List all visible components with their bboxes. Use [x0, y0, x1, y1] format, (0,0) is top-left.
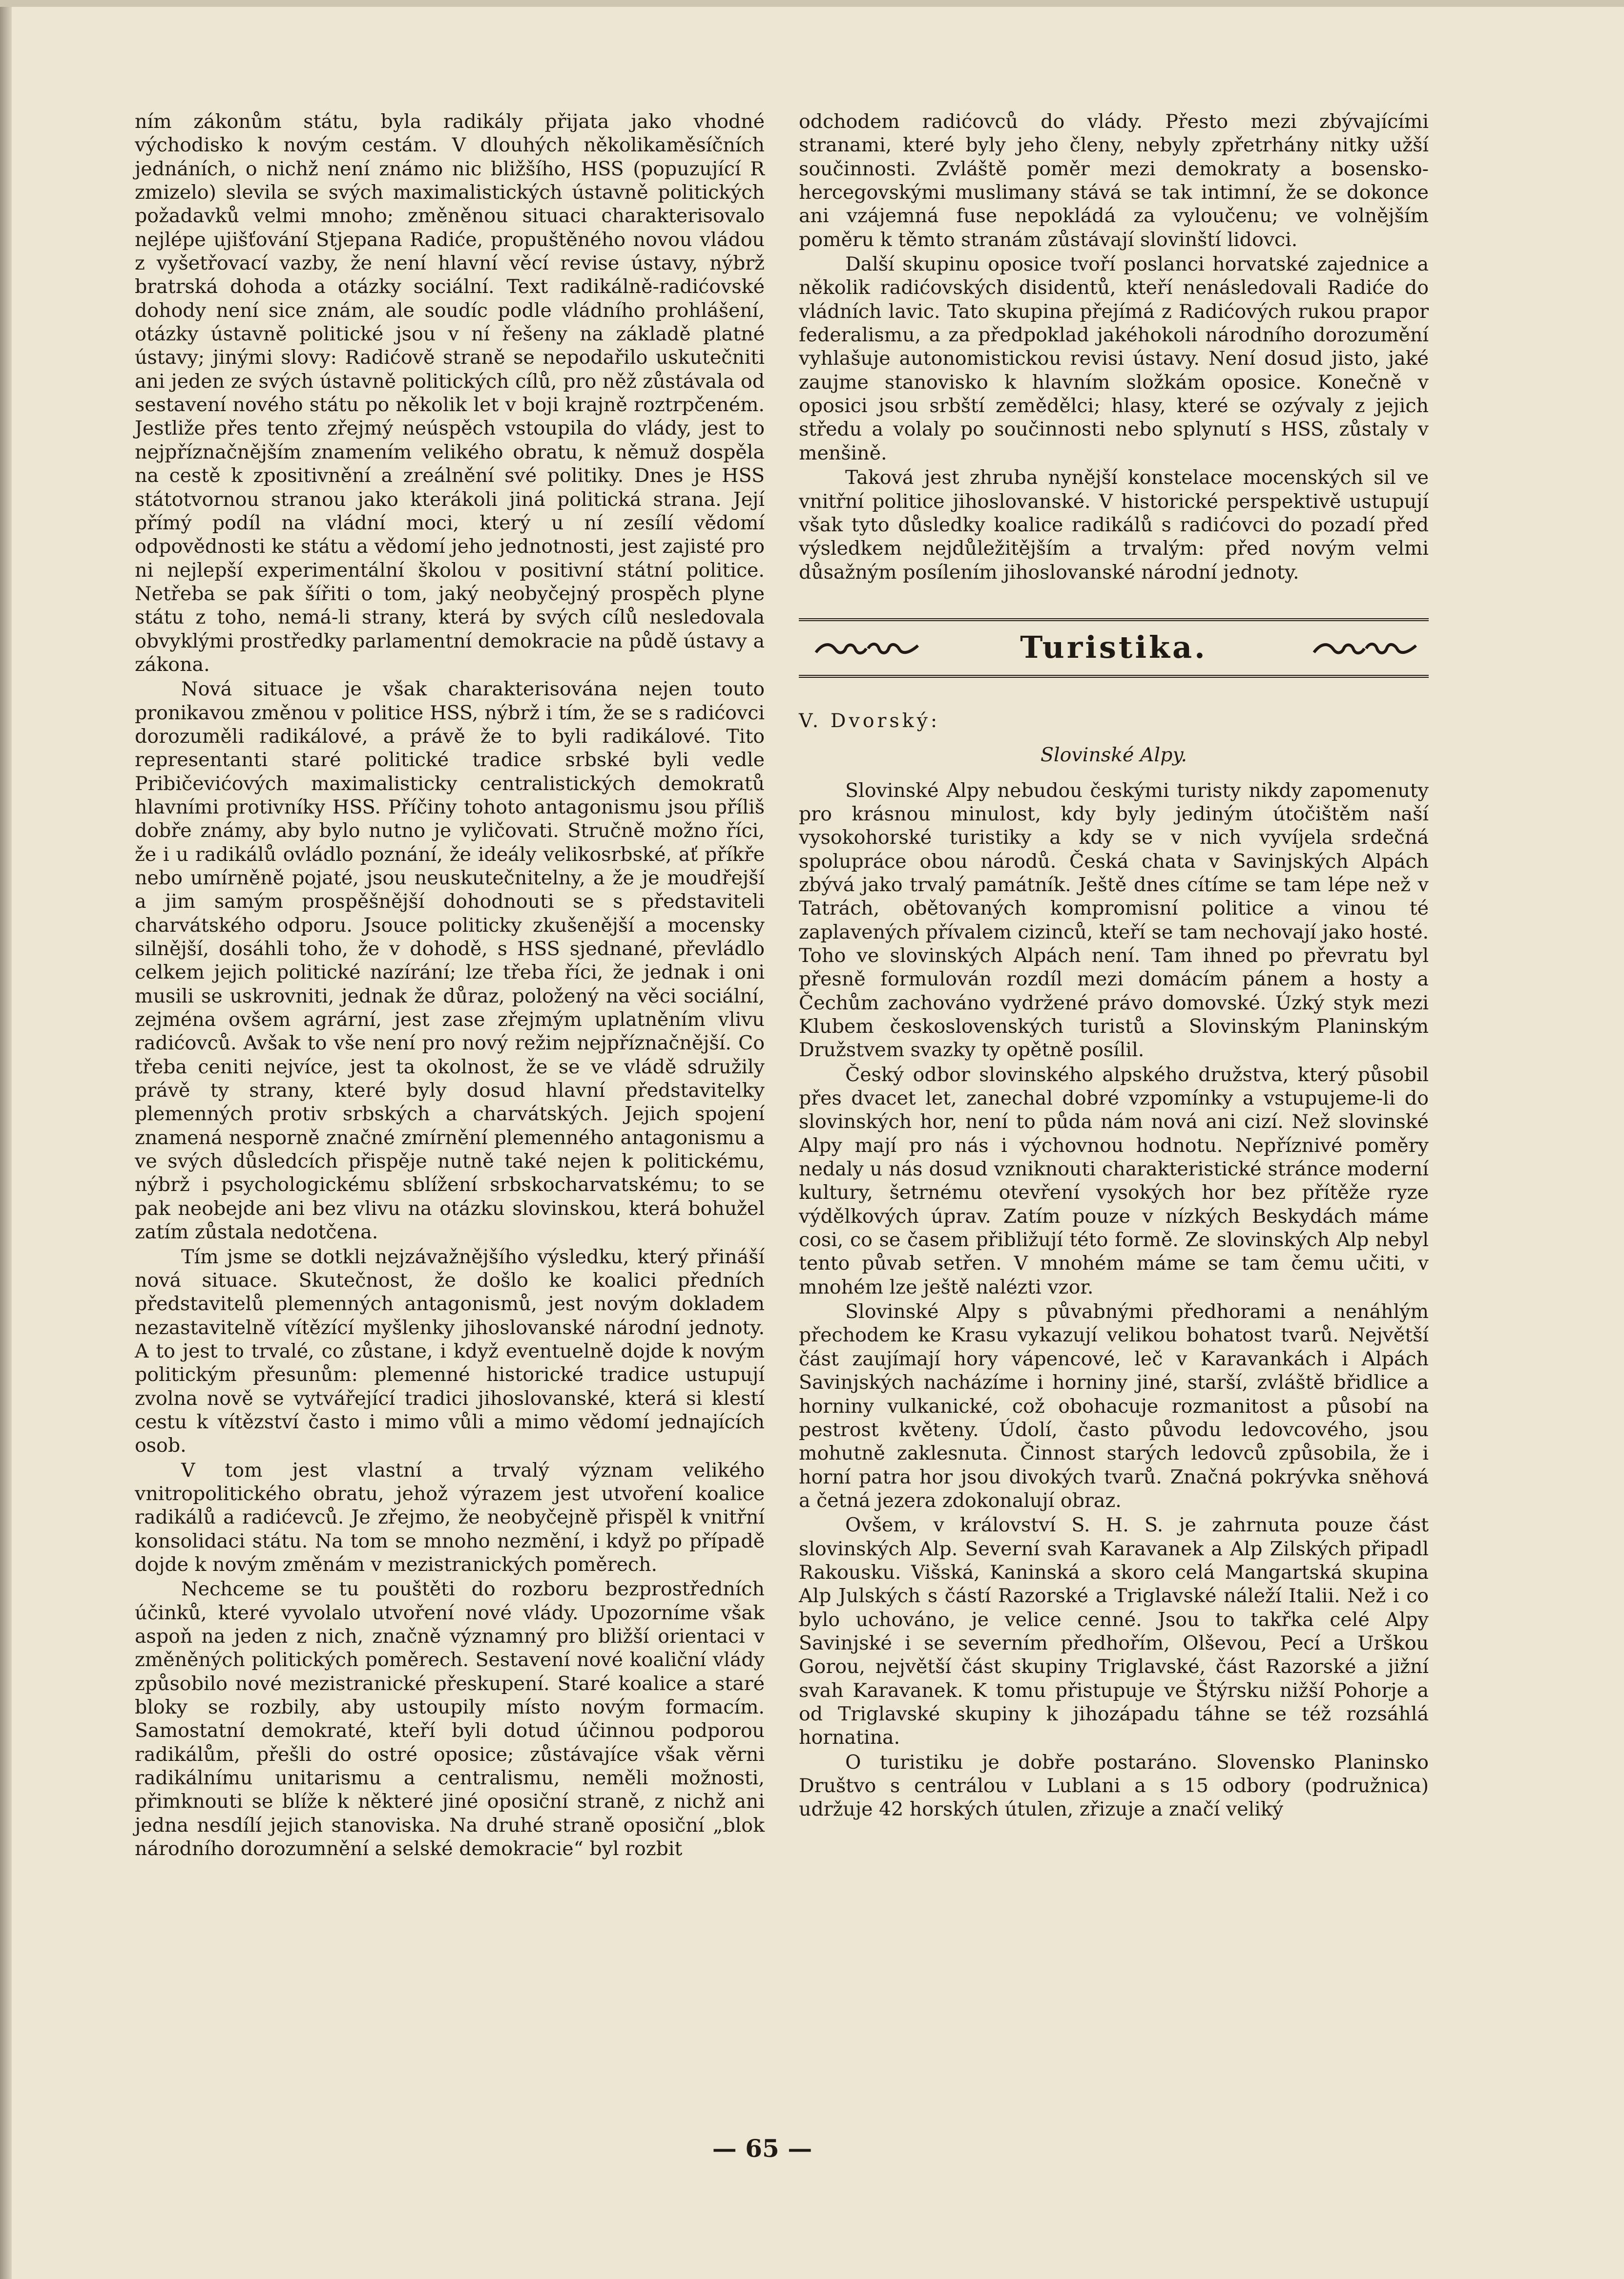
paragraph: ním zákonům státu, byla radikály přijata jako vhodné východisko k novým cestám. V dlouhých několikaměsíčních jednáních, o nichž není známo nic bližšího, HSS (popuzující R zmizelo) slevila se svých maximalistických ústavně politických požadavků velmi mnoho; změněnou situaci charakterisovalo nejlépe ujišťování Stjepana Radiće, propuštěného novou vládou z vyšetřovací vazby, že není hlavní věcí revise ústavy, nýbrž bratrská dohoda a otázky sociální. Text radikálně-radićovské dohody není sice znám, ale soudíc podle vládního prohlášení, otázky ústavně politické jsou v ní řešeny na základě platné ústavy; jinými slovy: Radićově straně se nepodařilo uskutečniti ani jeden ze svých ústavně politických cílů, pro něž zůstávala od sestavení nového státu po několik let v boji krajně roztrpčeném. Jestliže přes tento zřejmý neúspěch vstoupila do vlády, jest to nejpříznačnějším znamením velikého obratu, k němuž dospěla na cestě k zpositivnění a zreálnění své politiky. Dnes je HSS státotvornou stranou jako kterákoli jiná politická strana. Její přímý podíl na vládní moci, který u ní zesílí vědomí odpovědnosti ke státu a vědomí jeho jednotnosti, jest zajisté pro ni nejlepší experimentální školou v positivní státní politice. Netřeba se pak šířiti o tom, jaký neobyčejný prospěch plyne státu z toho, nemá-li strany, která by svých cílů nesledovala obvyklými prostředky parlamentní demokracie na půdě ústavy a zákona.: [135, 110, 765, 676]
paragraph: Taková jest zhruba nynější konstelace mocenských sil ve vnitřní politice jihoslovanské. V historické perspektivě ustupují však tyto důsledky koalice radikálů s radićovci do pozadí před výsledkem nejdůležitějším a trvalým: před novým velmi důsažným posílením jihoslovanské národní jednoty.: [799, 466, 1429, 584]
article-author: V. Dvorský:: [799, 709, 940, 732]
paragraph: O turistiku je dobře postaráno. Slovensko Planinsko Društvo s centrálou v Lublani a s 15 odbory (podružnica) udržuje 42 horských útulen, zřizuje a značí veliký: [799, 1751, 1429, 1821]
paragraph: Ovšem, v království S. H. S. je zahrnuta pouze část slovinských Alp. Severní svah Karavanek a Alp Zilských připadl Rakousku. Višská, Kaninská a skoro celá Mangartská skupina Alp Julských s částí Razorské a Triglavské náleží Italii. Než i co bylo uchováno, je velice cenné. Jsou to takřka celé Alpy Savinjské i se severním předhořím, Olševou, Pecí a Urškou Gorou, největší část skupiny Triglavské, část Razorské a jižní svah Karavanek. K tomu přistupuje ve Štýrsku nižší Pohorje a od Triglavské skupiny k jihozápadu táhne se též rozsáhlá hornatina.: [799, 1514, 1429, 1749]
paragraph: Další skupinu oposice tvoří poslanci horvatské zajednice a několik radićovských disidentů, kteří nenásledovali Radiće do vládních lavic. Tato skupina přejímá z Radićových rukou prapor federalismu, a za předpoklad jakéhokoli národního dorozumění vyhlašuje autonomistickou revisi ústavy. Není dosud jisto, jaké zaujme stanovisko k hlavním složkám oposice. Konečně v oposici jsou srbští zemědělci; hlasy, které se ozývaly z jejich středu a volaly po součinnosti nebo splynutí s HSS, zůstaly v menšině.: [799, 253, 1429, 464]
paragraph: Slovinské Alpy s půvabnými předhorami a nenáhlým přechodem ke Krasu vykazují velikou bohatost tvarů. Největší část zaujímají hory vápencové, leč v Karavankách i Alpách Savinjských nacházíme i horniny jiné, starší, zvláště břidlice a horniny vulkanické, což obohacuje rozmanitost a působí na pestrost květeny. Údolí, často původu ledovcového, jsou mohutně zaklesnuta. Činnost starých ledovců způsobila, že i horní patra hor jsou divokých tvarů. Značná pokrývka sněhová a četná jezera zdokonalují obraz.: [799, 1300, 1429, 1512]
paragraph: Slovinské Alpy nebudou českými turisty nikdy zapomenuty pro krásnou minulost, kdy byly jediným útočištěm naší vysokohorské turistiky a kdy se v nich vyvíjela srdečná spolupráce obou národů. Česká chata v Savinjských Alpách zbývá jako trvalý památník. Ještě dnes cítíme se tam lépe než v Tatrách, obětovaných kompromisní politice a vinou té zaplavených přívalem cizinců, kteří se tam nechovají jako hosté. Toho ve slovinských Alpách není. Tam ihned po převratu byl přesně formulován rozdíl mezi domácím pánem a hosty a Čechům zachováno vydržené právo domovské. Úzký styk mezi Klubem československých turistů a Slovinským Planinským Družstvem svazky ty opětně posílil.: [799, 779, 1429, 1062]
paragraph: Nová situace je však charakterisována nejen touto pronikavou změnou v politice HSS, nýbrž i tím, že se s radićovci dorozuměli radikálové, a právě že to byli radikálové. Tito representanti staré politické tradice srbské byli vedle Pribičevićových maximalisticky centralistických demokratů hlavními protivníky HSS. Příčiny tohoto antagonismu jsou příliš dobře známy, aby bylo nutno je vyličovati. Stručně možno říci, že i u radikálů ovládlo poznání, že ideály velikosrbské, ať příkře nebo umírněně pojaté, jsou neuskutečnitelny, a že je moudřejší a jim samým prospěšnější dohodnouti se s představiteli charvátského odporu. Jsouce politicky zkušenější a mocensky silnější, dosáhli toho, že v dohodě, s HSS sjednané, převládlo celkem jejich politické nazírání; lze třeba říci, že jednak i oni musili se uskrovniti, jednak že důraz, položený na věci sociální, zejména ovšem agrární, jest zase zřejmým uplatněním vlivu radićovců. Avšak to vše není pro nový režim nejpříznačnější. Co třeba ceniti nejvíce, jest ta okolnost, že se ve vládě sdružily právě ty strany, které byly dosud hlavní představitelky plemenných protiv srbských a charvátských. Jejich spojení znamená nesporně značné zmírnění plemenného antagonismu a ve svých důsledcích přispěje nutně také nejen k politickému, nýbrž i psychologickému sblížení srbskocharvatskému; to se pak neobejde ani bez vlivu na otázku slovinskou, která bohužel zatím zůstala nedotčena.: [135, 678, 765, 1244]
ornament-right-icon: [1312, 639, 1419, 658]
paragraph: Nechceme se tu pouštěti do rozboru bezprostředních účinků, které vyvolalo utvoření nové vlády. Upozorníme však aspoň na jeden z nich, značně významný pro bližší orientaci v změněných politických poměrech. Sestavení nové koaliční vlády způsobilo nové mezistranické přeskupení. Staré koalice a staré bloky se rozbily, aby ustoupily místo novým formacím. Samostatní demokraté, kteří byli dotud účinnou podporou radikálům, přešli do ostré oposice; zůstávajíce však věrni radikálnímu unitarismu a centralismu, neměli možnosti, přimknouti se blíže k některé jiné oposiční straně, z nichž ani jedna nesdílí jejich stanoviska. Na druhé straně oposiční „blok národního dorozumnění a selské demokracie“ byl rozbit: [135, 1578, 765, 1861]
paragraph: Tím jsme se dotkli nejzávažnějšího výsledku, který přináší nová situace. Skutečnost, že došlo ke koalici předních představitelů plemenných antagonismů, jest novým dokladem nezastavitelně vítězící myšlenky jihoslovanské národní jednoty. A to jest to trvalé, co zůstane, i když eventuelně dojde k novým politickým přesunům: plemenné historické tradice ustupují zvolna nově se vytvářející tradici jihoslovanské, která si klestí cestu k vítězství často i mimo vůli a mimo vědomí jednajících osob.: [135, 1245, 765, 1457]
section-title: Turistika.: [1020, 629, 1208, 665]
page-top-edge: [0, 0, 1624, 7]
left-column: [135, 110, 765, 1861]
page-number: — 65 —: [712, 2134, 812, 2163]
rule-top: [799, 618, 1429, 621]
section-header: [799, 618, 1429, 678]
paragraph: Český odbor slovinského alpského družstva, který působil přes dvacet let, zanechal dobré vzpomínky a vstupujeme-li do slovinských hor, není to půda nám nová ani cizí. Než slovinské Alpy mají pro nás i výchovnou hodnotu. Nepříznivé poměry nedaly u nás dosud vzniknouti charakteristické stránce moderní kultury, šetrnému otevření vysokých hor bez přítěže ryze výdělkových úprav. Zatím pouze v nízkých Beskydách máme cosi, co se časem přibližují této formě. Ze slovinských Alp nebyl tento půvab setřen. V mnohém máme se tam čemu učiti, v mnohém lze ještě nalézti vzor.: [799, 1063, 1429, 1298]
rule-bottom: [799, 675, 1429, 678]
right-column: [799, 110, 1429, 1821]
article-title: Slovinské Alpy.: [1040, 744, 1187, 767]
paragraph: odchodem radićovců do vlády. Přesto mezi zbývajícími stranami, které byly jeho členy, nebyly zpřetrhány nitky užší součinnosti. Zvláště poměr mezi demokraty a bosensko-hercegovskými muslimany stává se tak intimní, že se dokonce ani vzájemná fuse nepokládá za vyloučenu; ve volnějším poměru k těmto stranám zůstávají slovinští lidovci.: [799, 110, 1429, 251]
paragraph: V tom jest vlastní a trvalý význam velikého vnitropolitického obratu, jehož výrazem jest utvoření koalice radikálů a radićevců. Je zřejmo, že neobyčejně přispěl k vnitřní konsolidaci státu. Na tom se mnoho nezmění, i když po případě dojde k novým změnám v mezistranických poměrech.: [135, 1459, 765, 1576]
page-edge: [0, 0, 12, 2279]
